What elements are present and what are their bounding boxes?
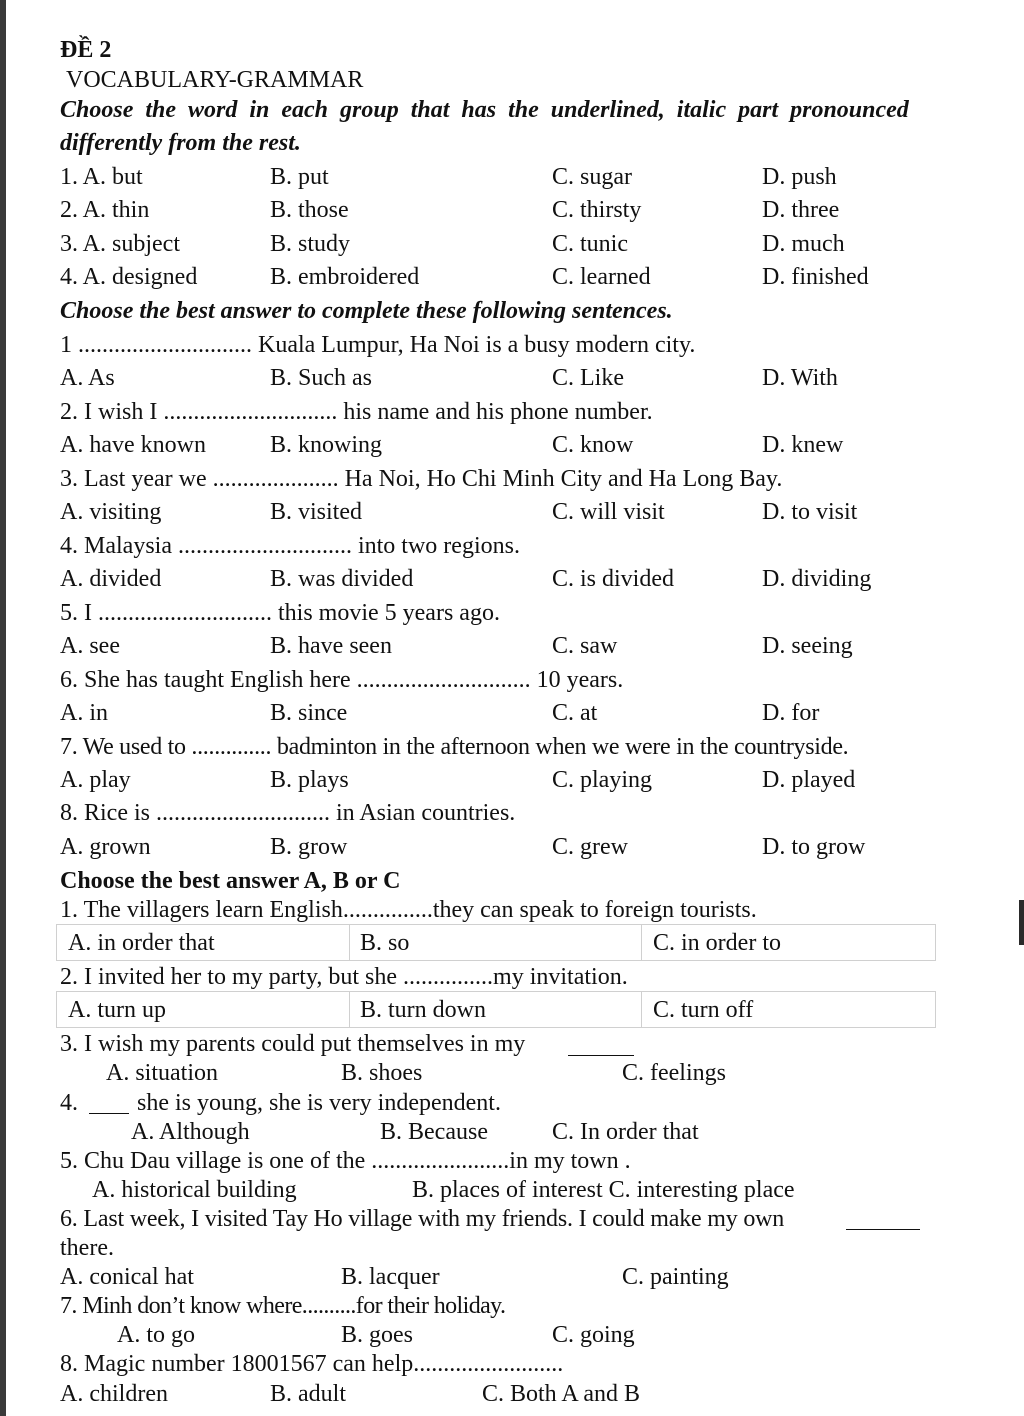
p2-q5: 5. I ............................. this movie 5 years ago. (60, 600, 500, 626)
answer-blank (846, 1229, 920, 1230)
p2-q8-b: B. grow (270, 834, 348, 860)
p2-q6-d: D. for (762, 700, 820, 726)
p2-q3-b: B. visited (270, 499, 363, 525)
table-divider (349, 991, 350, 1028)
answer-blank (568, 1055, 634, 1056)
p3-q6-c: C. painting (622, 1264, 729, 1290)
section-title: VOCABULARY-GRAMMAR (66, 67, 364, 93)
p3-q2: 2. I invited her to my party, but she ...............my invitation. (60, 964, 628, 990)
table-divider (349, 924, 350, 961)
p3-q7-b: B. goes (341, 1322, 413, 1348)
p2-q4-a: A. divided (60, 566, 162, 592)
p1-q1-a: 1. A. but (60, 164, 143, 190)
p1-q2-d: D. three (762, 197, 840, 223)
table-divider (641, 924, 642, 961)
p2-q5-a: A. see (60, 633, 120, 659)
part1-instruction: Choose the word in each group that has the underlined, italic part pronounced (60, 97, 909, 123)
p3-q4-number: 4. (60, 1090, 78, 1116)
p2-q7-d: D. played (762, 767, 856, 793)
p1-q4-c: C. learned (552, 264, 651, 290)
p2-q1-a: A. As (60, 365, 115, 391)
p3-q6: 6. Last week, I visited Tay Ho village with my friends. I could make my own (60, 1206, 785, 1232)
p1-q1-b: B. put (270, 164, 329, 190)
p1-q4-b: B. embroidered (270, 264, 420, 290)
p1-q1-d: D. push (762, 164, 837, 190)
page-title: ĐỀ 2 (60, 37, 112, 63)
p2-q5-c: C. saw (552, 633, 618, 659)
p2-q4-c: C. is divided (552, 566, 675, 592)
p3-q3-c: C. feelings (622, 1060, 726, 1086)
p3-q5-a: A. historical building (92, 1177, 297, 1203)
p2-q2-a: A. have known (60, 432, 206, 458)
p3-q2-a: A. turn up (68, 997, 166, 1023)
p1-q4-a: 4. A. designed (60, 264, 198, 290)
p1-q3-a: 3. A. subject (60, 231, 180, 257)
table-divider (641, 991, 642, 1028)
p3-q4-c: C. In order that (552, 1119, 699, 1145)
p3-q1-a: A. in order that (68, 930, 215, 956)
page-left-edge (0, 0, 6, 1416)
p3-q7: 7. Minh don’t know where..........for their holiday. (60, 1293, 506, 1319)
p1-q2-a: 2. A. thin (60, 197, 150, 223)
p2-q1-b: B. Such as (270, 365, 372, 391)
p3-q4-a: A. Although (131, 1119, 250, 1145)
p2-q2-c: C. know (552, 432, 634, 458)
p3-q8-a: A. children (60, 1381, 168, 1407)
p3-q2-b: B. turn down (360, 997, 486, 1023)
p3-q1-b: B. so (360, 930, 410, 956)
p2-q5-b: B. have seen (270, 633, 392, 659)
p2-q4: 4. Malaysia ............................. into two regions. (60, 533, 520, 559)
p2-q8: 8. Rice is ............................. in Asian countries. (60, 800, 516, 826)
p1-q3-d: D. much (762, 231, 845, 257)
p2-q3: 3. Last year we ..................... Ha Noi, Ho Chi Minh City and Ha Long Bay. (60, 466, 783, 492)
p3-q8-c: C. Both A and B (482, 1381, 641, 1407)
p2-q3-c: C. will visit (552, 499, 665, 525)
p3-q6-b: B. lacquer (341, 1264, 440, 1290)
p3-q6-a: A. conical hat (60, 1264, 194, 1290)
p2-q1-d: D. With (762, 365, 838, 391)
p3-q3: 3. I wish my parents could put themselves in my (60, 1031, 526, 1057)
p3-q5-bc: B. places of interest C. interesting place (412, 1177, 795, 1203)
p2-q7-a: A. play (60, 767, 131, 793)
p2-q6-a: A. in (60, 700, 108, 726)
p2-q6: 6. She has taught English here ............................. 10 years. (60, 667, 624, 693)
p2-q2-b: B. knowing (270, 432, 383, 458)
p2-q8-d: D. to grow (762, 834, 866, 860)
p3-q8: 8. Magic number 18001567 can help......................... (60, 1351, 564, 1377)
p2-q6-b: B. since (270, 700, 348, 726)
p1-q2-b: B. those (270, 197, 349, 223)
p2-q5-d: D. seeing (762, 633, 853, 659)
p2-q3-a: A. visiting (60, 499, 162, 525)
p2-q7: 7. We used to .............. badminton in the afternoon when we were in the countryside. (60, 734, 849, 760)
part3-instruction: Choose the best answer A, B or C (60, 868, 401, 894)
p1-q1-c: C. sugar (552, 164, 632, 190)
p2-q2-d: D. knew (762, 432, 844, 458)
p2-q2: 2. I wish I ............................. his name and his phone number. (60, 399, 653, 425)
p2-q7-c: C. playing (552, 767, 652, 793)
p2-q1: 1 ............................. Kuala Lumpur, Ha Noi is a busy modern city. (60, 332, 696, 358)
p2-q7-b: B. plays (270, 767, 349, 793)
answer-blank (89, 1113, 129, 1114)
p2-q4-d: D. dividing (762, 566, 872, 592)
p2-q3-d: D. to visit (762, 499, 858, 525)
p1-q3-c: C. tunic (552, 231, 628, 257)
p1-q4-d: D. finished (762, 264, 869, 290)
p3-q7-a: A. to go (117, 1322, 195, 1348)
p2-q6-c: C. at (552, 700, 598, 726)
p2-q4-b: B. was divided (270, 566, 414, 592)
p3-q3-a: A. situation (106, 1060, 218, 1086)
p3-q6-cont: there. (60, 1235, 114, 1261)
p3-q4-b: B. Because (380, 1119, 488, 1145)
p3-q4: she is young, she is very independent. (137, 1090, 501, 1116)
p3-q3-b: B. shoes (341, 1060, 423, 1086)
part1-instruction-cont: differently from the rest. (60, 130, 301, 156)
p1-q3-b: B. study (270, 231, 351, 257)
part2-instruction: Choose the best answer to complete these following sentences. (60, 298, 673, 324)
p2-q8-a: A. grown (60, 834, 151, 860)
p3-q1-c: C. in order to (653, 930, 781, 956)
scrollbar[interactable] (1019, 900, 1024, 945)
p2-q1-c: C. Like (552, 365, 624, 391)
p3-q2-options-table (56, 991, 936, 1028)
p3-q7-c: C. going (552, 1322, 635, 1348)
p1-q2-c: C. thirsty (552, 197, 642, 223)
p3-q2-c: C. turn off (653, 997, 754, 1023)
p2-q8-c: C. grew (552, 834, 628, 860)
p3-q8-b: B. adult (270, 1381, 346, 1407)
p3-q1: 1. The villagers learn English...............they can speak to foreign tourists. (60, 897, 757, 923)
p3-q5: 5. Chu Dau village is one of the .......................in my town . (60, 1148, 631, 1174)
